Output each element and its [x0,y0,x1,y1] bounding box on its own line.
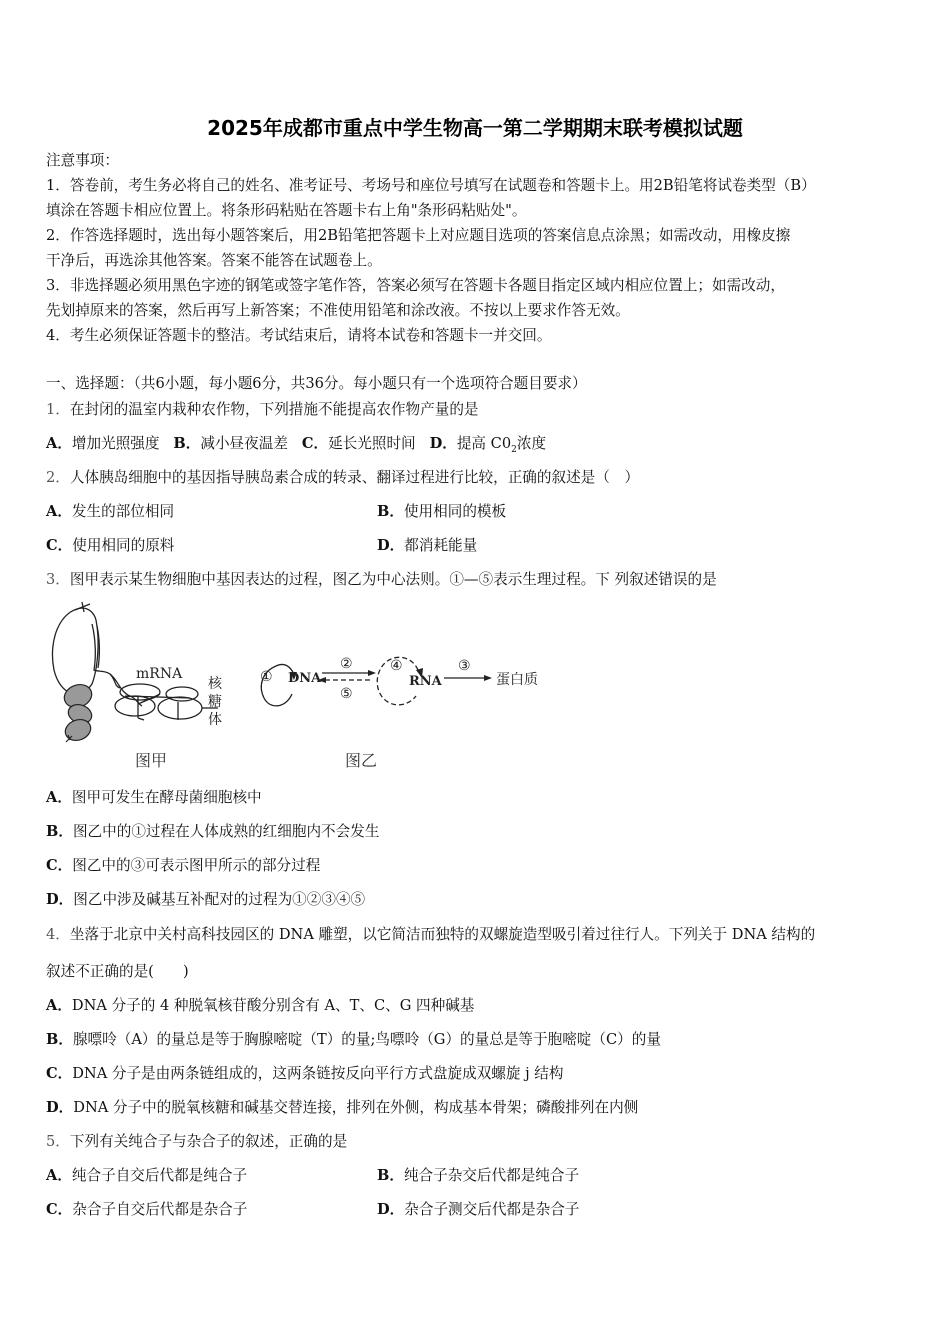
option-label: C． [46,537,73,554]
option-d [456,435,547,455]
question-number: 2． [46,469,70,486]
option-label: B． [46,823,73,840]
option-label: D． [46,1099,74,1116]
notice-line-6: 先划掉原来的答案，然后再写上新答案；不准使用铅笔和涂改液。不按以上要求作答无效。 [46,302,630,319]
question-4-option-b [46,1030,661,1050]
process-4-label: ④ [390,658,403,674]
option-c: 延长光照时间 [328,435,416,452]
notice-line-4: 干净后，再选涂其他答案。答案不能答在试题卷上。 [46,252,382,269]
option-a-label: A． [46,435,72,452]
process-2-label: ② [340,656,353,672]
notice-line-5: 3．非选择题必须用黑色字迹的钢笔或签字笔作答，答案必须写在答题卡各题目指定区域内相应位置上；如需改动， [46,277,785,294]
question-stem: 在封闭的温室内栽种农作物，下列措施不能提高农作物产量的是 [69,401,479,418]
option-text: DNA 分子的 4 种脱氧核苷酸分别含有 A、T、C、G 四种碱基 [71,997,475,1014]
option-text: 腺嘌呤（A）的量总是等于胸腺嘧啶（T）的量;鸟嘌呤（G）的量总是等于胞嘧啶（C）的量 [72,1031,661,1048]
option-label: D． [377,537,405,554]
question-2-option-a [46,502,174,522]
question-2 [46,468,639,488]
ribosomes [115,684,218,720]
option-text: 图乙中的③可表示图甲所示的部分过程 [72,857,321,874]
figure-a-caption: 图甲 [135,751,168,770]
question-3-option-d [46,890,365,910]
notice-line-7: 4．考生必须保证答题卡的整洁。考试结束后，请将本试卷和答题卡一并交回。 [46,327,552,344]
question-3-option-a [46,788,262,808]
notice-line-1: 1．答卷前，考生务必将自己的姓名、准考证号、考场号和座位号填写在试题卷和答题卡上。用2B铅笔将试卷类型（B） [46,177,816,194]
option-label: A． [46,997,72,1014]
option-label: D． [46,891,74,908]
option-text: 使用相同的原料 [72,537,175,554]
option-text: 纯合子自交后代都是纯合子 [71,1167,248,1184]
question-5-option-d [377,1200,579,1220]
option-a: 增加光照强度 [71,435,160,452]
subscript: 2 [511,444,517,455]
gene-expression-diagram [40,600,560,780]
option-text: 使用相同的模板 [403,503,507,520]
option-d-label: D． [429,435,457,452]
protein-label: 蛋白质 [496,672,538,688]
option-label: C． [46,1065,73,1082]
option-label: D． [377,1201,405,1218]
notice-heading: 注意事项： [46,152,119,169]
option-b: 减小昼夜温差 [200,435,288,452]
question-1-options [46,434,546,460]
question-2-option-c [46,536,174,556]
option-d-text-end: 浓度 [516,435,547,452]
option-text: 杂合子自交后代都是杂合子 [72,1201,248,1218]
option-text: 图甲可发生在酵母菌细胞核中 [71,789,262,806]
option-text: DNA 分子中的脱氧核糖和碱基交替连接，排列在外侧，构成基本骨架；磷酸排列在内侧 [73,1099,639,1116]
mrna-label: mRNA [136,666,183,682]
question-number: 3． [46,571,70,588]
option-label: B． [377,1167,404,1184]
option-text: 发生的部位相同 [71,503,175,520]
question-number: 4． [46,926,70,943]
option-text: 纯合子杂交后代都是纯合子 [403,1167,580,1184]
question-4 [46,925,815,945]
option-c-label: C． [301,435,329,452]
question-stem-line-1: 坐落于北京中关村高科技园区的 DNA 雕塑，以它简洁而独特的双螺旋造型吸引着过往行人。下列关于 DNA 结构的 [69,926,816,943]
question-number: 5． [46,1133,70,1150]
option-b-label: B． [173,435,201,452]
option-label: A． [46,789,72,806]
ribosome-label-1: 核 [208,676,222,692]
option-text: 杂合子测交后代都是杂合子 [404,1201,580,1218]
question-2-option-b [377,502,506,522]
option-text: 都消耗能量 [404,537,478,554]
notice-line-3: 2．作答选择题时，选出每小题答案后，用2B铅笔把答题卡上对应题目选项的答案信息点涂黑；如需改动，用橡皮擦 [46,227,791,244]
process-1-label: ① [260,669,273,685]
option-d-text: 提高 C0 [456,435,512,452]
rna-label: RNA [409,674,442,689]
question-4-stem-line-2: 叙述不正确的是( ) [46,963,189,980]
question-3-option-b [46,822,379,842]
question-2-option-d [377,536,477,556]
question-3 [46,570,717,590]
page-title: 2025年成都市重点中学生物高一第二学期期末联考模拟试题 [207,116,743,140]
question-stem: 下列有关纯合子与杂合子的叙述，正确的是 [69,1133,348,1150]
question-5-option-c [46,1200,247,1220]
option-label: A． [46,1167,72,1184]
option-label: B． [46,1031,73,1048]
question-4-option-d [46,1098,638,1118]
section-heading: 一、选择题：（共6小题，每小题6分，共36分。每小题只有一个选项符合题目要求） [46,375,587,392]
ribosome-label-3: 体 [208,712,222,728]
question-3-figures [40,600,560,780]
option-label: C． [46,1201,73,1218]
question-1 [46,400,479,420]
process-5-label: ⑤ [340,686,353,702]
question-stem: 人体胰岛细胞中的基因指导胰岛素合成的转录、翻译过程进行比较，正确的叙述是（ ） [69,469,640,486]
figure-b-caption: 图乙 [345,751,378,770]
question-4-option-a [46,996,474,1016]
option-text: 图乙中涉及碱基互补配对的过程为①②③④⑤ [73,891,366,908]
option-text: DNA 分子是由两条链组成的，这两条链按反向平行方式盘旋成双螺旋 j 结构 [72,1065,564,1082]
question-number: 1． [46,401,70,418]
option-label: B． [377,503,404,520]
question-4-option-c [46,1064,564,1084]
option-text: 图乙中的①过程在人体成熟的红细胞内不会发生 [72,823,380,840]
question-5-option-a [46,1166,247,1186]
ribosome-label-2: 糖 [208,694,222,710]
option-label: A． [46,503,72,520]
notice-line-2: 填涂在答题卡相应位置上。将条形码粘贴在答题卡右上角"条形码粘贴处"。 [46,202,527,219]
dna-label: DNA [288,671,322,686]
question-stem: 图甲表示某生物细胞中基因表达的过程，图乙为中心法则。①—⑤表示生理过程。下 列叙述错误的是 [69,571,717,588]
question-3-option-c [46,856,320,876]
question-5 [46,1132,347,1152]
process-3-label: ③ [458,658,471,674]
question-5-option-b [377,1166,579,1186]
option-label: C． [46,857,73,874]
